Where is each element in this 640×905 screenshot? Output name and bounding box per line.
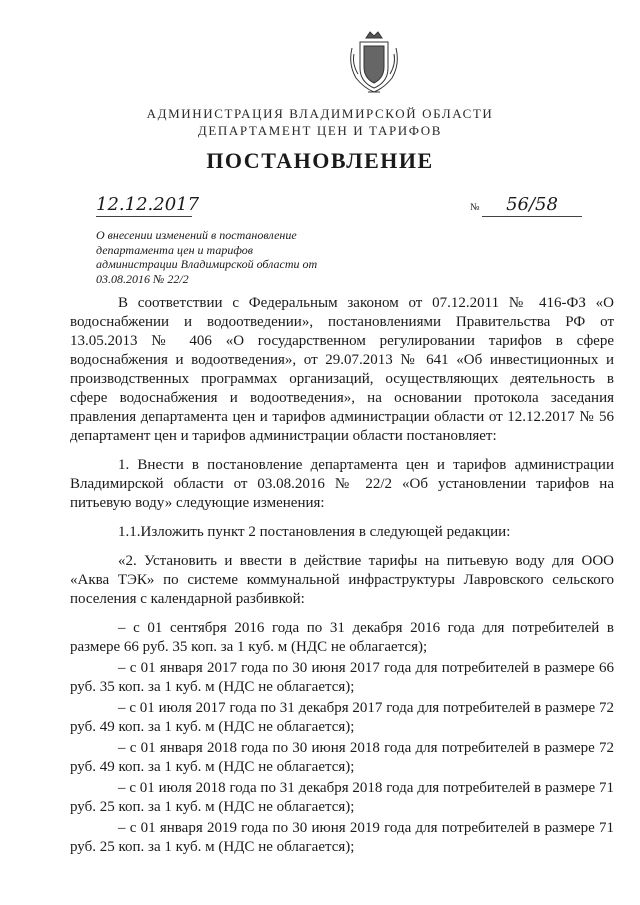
document-subject: О внесении изменений в постановление департамента цен и тарифов администрации Владимирской области от 03.08.2016 № 22/2 <box>96 228 318 286</box>
department-name: ДЕПАРТАМЕНТ ЦЕН И ТАРИФОВ <box>197 123 443 138</box>
number-sign: № <box>470 202 480 213</box>
tariff-list-item: – с 01 января 2018 года по 30 июня 2018 года для потребителей в размере 72 руб. 49 коп. за 1 куб. м (НДС не облагается); <box>70 740 614 775</box>
tariff-list-item: – с 01 июля 2017 года по 31 декабря 2017 года для потребителей в размере 72 руб. 49 коп. за 1 куб. м (НДС не облагается); <box>70 700 614 735</box>
clause-paragraph: 1. Внести в постановление департамента цен и тарифов администрации Владимирской области от 03.08.2016 № 22/2 «Об установлении тарифов на питьевую воду» следующие изменения: <box>70 457 614 511</box>
preamble-paragraph: В соответствии с Федеральным законом от 07.12.2011 № 416-ФЗ «О водоснабжении и водоотведении», постановлениями Правительства РФ от 13.05.2013 № 406 «О государственном регулировании тарифов в сфере водоснабжения и водоотведения», от 29.07.2013 № 641 «Об инвестиционных и производственных программах организаций, осуществляющих деятельность в сфере водоснабжения и водоотведения», на основании протокола заседания правления департамента цен и тарифов администрации области от 12.12.2017 № 56 департамент цен и тарифов администрации области постановляет: <box>70 295 614 444</box>
tariff-list-item: – с 01 сентября 2016 года по 31 декабря 2016 года для потребителей в размере 66 руб. 35 коп. за 1 куб. м (НДС не облагается); <box>70 620 614 655</box>
document-number: 56/58 <box>482 194 582 217</box>
organization-name: АДМИНИСТРАЦИЯ ВЛАДИМИРСКОЙ ОБЛАСТИ <box>146 106 494 121</box>
document-body <box>70 292 614 857</box>
tariff-list-item: – с 01 июля 2018 года по 31 декабря 2018 года для потребителей в размере 71 руб. 25 коп. за 1 куб. м (НДС не облагается); <box>70 780 614 815</box>
tariff-list-item: – с 01 января 2019 года по 30 июня 2019 года для потребителей в размере 71 руб. 25 коп. за 1 куб. м (НДС не облагается); <box>70 820 614 855</box>
coat-of-arms-icon <box>346 28 402 96</box>
document-type-title: ПОСТАНОВЛЕНИЕ <box>206 148 434 173</box>
clause-paragraph: «2. Установить и ввести в действие тарифы на питьевую воду для ООО «Аква ТЭК» по системе коммунальной инфраструктуры Лавровского сельского поселения с календарной разбивкой: <box>70 553 614 607</box>
tariff-list-item: – с 01 января 2017 года по 30 июня 2017 года для потребителей в размере 66 руб. 35 коп. за 1 куб. м (НДС не облагается); <box>70 660 614 695</box>
clause-paragraph: 1.1.Изложить пункт 2 постановления в следующей редакции: <box>118 524 511 540</box>
document-date: 12.12.2017 <box>96 194 200 215</box>
